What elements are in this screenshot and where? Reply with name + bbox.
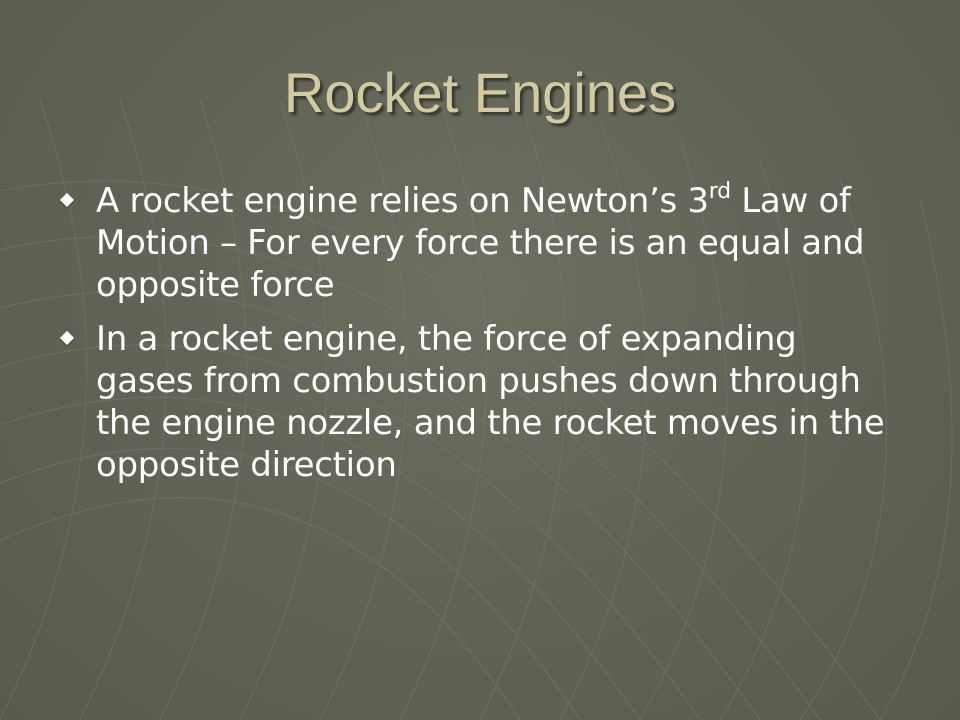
slide-title: Rocket Engines xyxy=(283,61,677,124)
bullet-text-part: A rocket engine relies on Newton’s 3 xyxy=(96,181,709,221)
ordinal-superscript: rd xyxy=(708,179,731,204)
bullet-item xyxy=(60,180,900,306)
diamond-bullet-icon xyxy=(60,331,74,345)
bullet-text-part: Law of Motion – For every force there is an equal and opposite force xyxy=(96,181,865,305)
diamond-bullet-icon xyxy=(60,193,74,207)
bullet-list xyxy=(60,180,900,498)
bullet-text: In a rocket engine, the force of expanding gases from combustion pushes down through the engine nozzle, and the rocket moves in the opposite direction xyxy=(96,319,885,485)
bullet-item xyxy=(60,318,900,486)
